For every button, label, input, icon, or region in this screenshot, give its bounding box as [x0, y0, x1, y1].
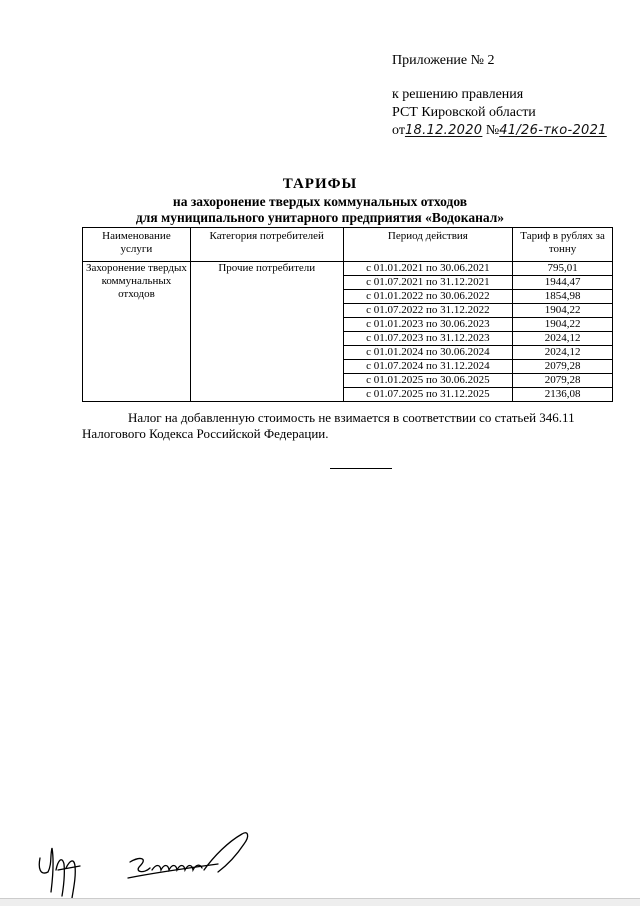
decision-date: 18.12.2020	[404, 123, 483, 138]
period-cell: с 01.01.2022 по 30.06.2022	[343, 290, 513, 304]
appendix-header	[392, 52, 607, 140]
period-cell: с 01.07.2024 по 31.12.2024	[343, 360, 513, 374]
period-cell: с 01.01.2025 по 30.06.2025	[343, 374, 513, 388]
period-cell: с 01.01.2024 по 30.06.2024	[343, 346, 513, 360]
date-prefix: от	[392, 123, 405, 138]
period-cell: с 01.07.2025 по 31.12.2025	[343, 388, 513, 402]
header-service: Наименование услуги	[83, 228, 191, 262]
consumer-category: Прочие потребители	[190, 262, 343, 402]
tariff-cell: 2024,12	[513, 346, 613, 360]
handwritten-signature	[128, 833, 248, 878]
period-cell: с 01.07.2021 по 31.12.2021	[343, 276, 513, 290]
header-category: Категория потребителей	[190, 228, 343, 262]
tariff-cell: 1904,22	[513, 304, 613, 318]
period-cell: с 01.07.2023 по 31.12.2023	[343, 332, 513, 346]
appendix-label: Приложение № 2	[392, 53, 495, 68]
tariff-cell: 2079,28	[513, 360, 613, 374]
tariff-cell: 2136,08	[513, 388, 613, 402]
initials-signature	[39, 848, 80, 898]
decision-line: к решению правления	[392, 87, 524, 102]
tariff-cell: 1904,22	[513, 318, 613, 332]
tariff-cell: 2024,12	[513, 332, 613, 346]
authority-name: РСТ Кировской области	[392, 105, 536, 120]
vat-note-line-2: Налогового Кодекса Российской Федерации.	[82, 426, 329, 441]
signatures	[28, 820, 288, 900]
title-main: ТАРИФЫ	[282, 176, 358, 192]
tariff-table	[82, 227, 613, 402]
period-cell: с 01.01.2023 по 30.06.2023	[343, 318, 513, 332]
service-name: Захоронение твердых коммунальных отходов	[83, 262, 191, 402]
period-cell: с 01.07.2022 по 31.12.2022	[343, 304, 513, 318]
decision-date-number	[392, 122, 607, 140]
title-line-3: для муниципального унитарного предприятия «Водоканал»	[135, 210, 505, 225]
table-row	[83, 262, 613, 276]
tariff-cell: 795,01	[513, 262, 613, 276]
document-title	[0, 175, 640, 226]
number-prefix: №	[485, 123, 500, 138]
tariff-cell: 1854,98	[513, 290, 613, 304]
closing-divider	[330, 468, 392, 469]
tariff-cell: 2079,28	[513, 374, 613, 388]
vat-note-line-1: Налог на добавленную стоимость не взимается в соответствии со статьей 346.11	[128, 410, 575, 425]
decision-number: 41/26-тко-2021	[499, 123, 607, 138]
period-cell: с 01.01.2021 по 30.06.2021	[343, 262, 513, 276]
header-tariff: Тариф в рублях за тонну	[513, 228, 613, 262]
header-period: Период действия	[343, 228, 513, 262]
tariff-cell: 1944,47	[513, 276, 613, 290]
title-line-2: на захоронение твердых коммунальных отходов	[172, 194, 468, 209]
vat-note	[82, 410, 613, 442]
table-header-row	[83, 228, 613, 262]
